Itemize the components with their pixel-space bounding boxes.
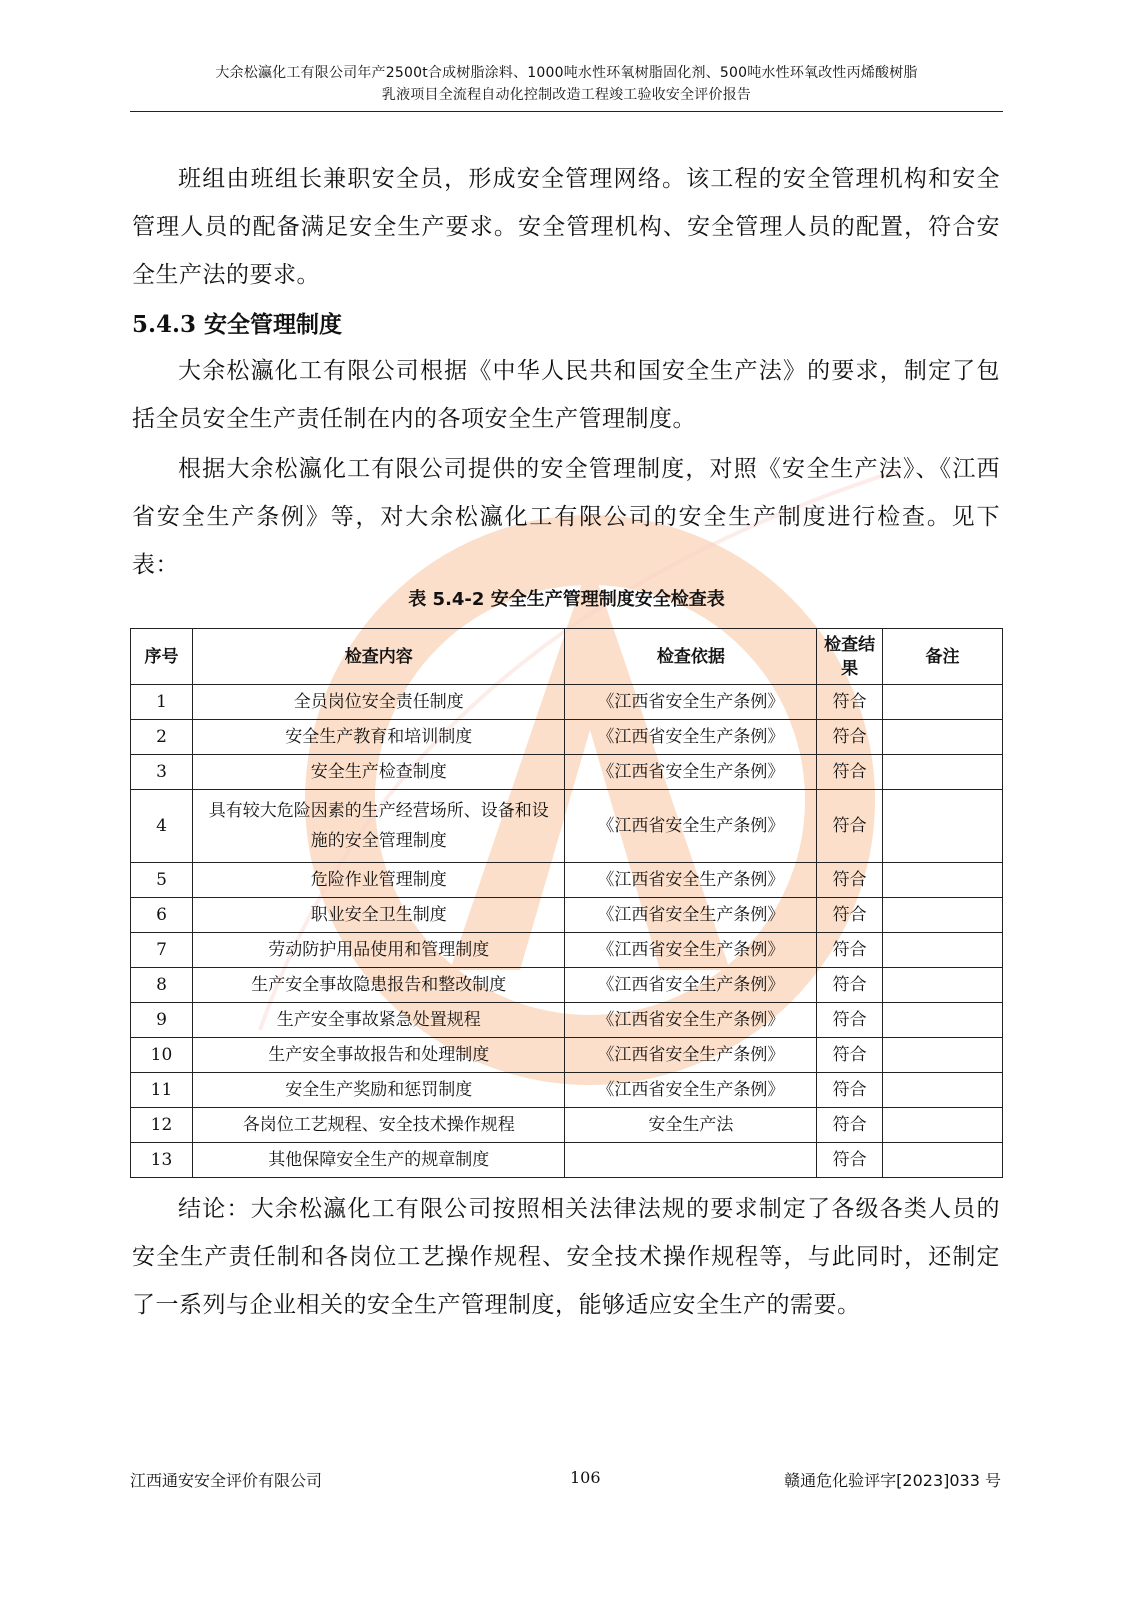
table-row xyxy=(131,933,1003,968)
header-no: 序号 xyxy=(131,629,193,685)
cell-content: 生产安全事故隐患报告和整改制度 xyxy=(192,968,565,1003)
paragraph-3: 根据大余松瀛化工有限公司提供的安全管理制度，对照《安全生产法》、《江西省安全生产条例》等，对大余松瀛化工有限公司的安全生产制度进行检查。见下表： xyxy=(132,456,1000,578)
cell-result: 符合 xyxy=(817,863,883,898)
cell-content: 职业安全卫生制度 xyxy=(192,898,565,933)
cell-note xyxy=(883,720,1003,755)
table-row xyxy=(131,898,1003,933)
cell-content: 具有较大危险因素的生产经营场所、设备和设施的安全管理制度 xyxy=(192,790,565,863)
cell-note xyxy=(883,1143,1003,1178)
cell-content: 生产安全事故报告和处理制度 xyxy=(192,1038,565,1073)
header-line-2: 乳液项目全流程自动化控制改造工程竣工验收安全评价报告 xyxy=(381,87,752,103)
cell-basis: 《江西省安全生产条例》 xyxy=(565,790,817,863)
table-row xyxy=(131,1038,1003,1073)
header-note: 备注 xyxy=(883,629,1003,685)
paragraph-3-container xyxy=(132,445,1000,589)
table-row xyxy=(131,968,1003,1003)
table-row xyxy=(131,863,1003,898)
cell-result: 符合 xyxy=(817,720,883,755)
cell-no: 8 xyxy=(131,968,193,1003)
cell-result: 符合 xyxy=(817,755,883,790)
cell-note xyxy=(883,898,1003,933)
cell-result: 符合 xyxy=(817,933,883,968)
cell-basis: 《江西省安全生产条例》 xyxy=(565,685,817,720)
cell-result: 符合 xyxy=(817,1038,883,1073)
cell-note xyxy=(883,863,1003,898)
cell-content: 其他保障安全生产的规章制度 xyxy=(192,1143,565,1178)
cell-content: 危险作业管理制度 xyxy=(192,863,565,898)
cell-no: 7 xyxy=(131,933,193,968)
cell-note xyxy=(883,790,1003,863)
cell-content: 安全生产奖励和惩罚制度 xyxy=(192,1073,565,1108)
header-line-1: 大余松瀛化工有限公司年产2500t合成树脂涂料、1000吨水性环氧树脂固化剂、500吨水性环氧改性丙烯酸树脂 xyxy=(215,65,918,81)
cell-result: 符合 xyxy=(817,898,883,933)
cell-content: 劳动防护用品使用和管理制度 xyxy=(192,933,565,968)
cell-note xyxy=(883,968,1003,1003)
header-basis: 检查依据 xyxy=(565,629,817,685)
cell-basis: 《江西省安全生产条例》 xyxy=(565,1073,817,1108)
cell-content: 各岗位工艺规程、安全技术操作规程 xyxy=(192,1108,565,1143)
cell-basis: 《江西省安全生产条例》 xyxy=(565,755,817,790)
cell-basis: 《江西省安全生产条例》 xyxy=(565,968,817,1003)
cell-note xyxy=(883,685,1003,720)
cell-no: 12 xyxy=(131,1108,193,1143)
conclusion-container xyxy=(132,1185,1000,1329)
cell-content: 安全生产检查制度 xyxy=(192,755,565,790)
table-row xyxy=(131,685,1003,720)
cell-note xyxy=(883,1038,1003,1073)
cell-no: 11 xyxy=(131,1073,193,1108)
cell-no: 2 xyxy=(131,720,193,755)
cell-result: 符合 xyxy=(817,685,883,720)
cell-note xyxy=(883,1003,1003,1038)
table-row xyxy=(131,1003,1003,1038)
cell-basis: 《江西省安全生产条例》 xyxy=(565,720,817,755)
cell-result: 符合 xyxy=(817,1073,883,1108)
table-row xyxy=(131,1143,1003,1178)
cell-note xyxy=(883,1108,1003,1143)
cell-basis: 《江西省安全生产条例》 xyxy=(565,863,817,898)
cell-no: 13 xyxy=(131,1143,193,1178)
section-heading: 5.4.3 安全管理制度 xyxy=(132,311,343,338)
footer-company: 江西通安安全评价有限公司 xyxy=(130,1471,323,1490)
page-number: 106 xyxy=(570,1468,601,1487)
cell-no: 9 xyxy=(131,1003,193,1038)
header-divider xyxy=(130,111,1003,112)
cell-no: 5 xyxy=(131,863,193,898)
cell-no: 1 xyxy=(131,685,193,720)
cell-no: 10 xyxy=(131,1038,193,1073)
cell-basis: 《江西省安全生产条例》 xyxy=(565,933,817,968)
page-header xyxy=(130,62,1003,106)
cell-result: 符合 xyxy=(817,790,883,863)
cell-basis xyxy=(565,1143,817,1178)
table-header-row xyxy=(131,629,1003,685)
cell-result: 符合 xyxy=(817,1143,883,1178)
table-title: 表 5.4-2 安全生产管理制度安全检查表 xyxy=(408,589,725,610)
cell-result: 符合 xyxy=(817,1108,883,1143)
cell-note xyxy=(883,1073,1003,1108)
cell-basis: 《江西省安全生产条例》 xyxy=(565,1003,817,1038)
cell-no: 6 xyxy=(131,898,193,933)
table-row xyxy=(131,720,1003,755)
footer-doc-number: 赣通危化验评字[2023]033 号 xyxy=(784,1471,1001,1490)
table-row xyxy=(131,1073,1003,1108)
cell-no: 4 xyxy=(131,790,193,863)
table-row xyxy=(131,755,1003,790)
cell-result: 符合 xyxy=(817,968,883,1003)
cell-note xyxy=(883,755,1003,790)
cell-content: 全员岗位安全责任制度 xyxy=(192,685,565,720)
cell-content: 生产安全事故紧急处置规程 xyxy=(192,1003,565,1038)
conclusion-paragraph: 结论：大余松瀛化工有限公司按照相关法律法规的要求制定了各级各类人员的安全生产责任制和各岗位工艺操作规程、安全技术操作规程等，与此同时，还制定了一系列与企业相关的安全生产管理制度，能够适应安全生产的需要。 xyxy=(132,1196,1000,1318)
cell-content: 安全生产教育和培训制度 xyxy=(192,720,565,755)
paragraph-1: 班组由班组长兼职安全员，形成安全管理网络。该工程的安全管理机构和安全管理人员的配备满足安全生产要求。安全管理机构、安全管理人员的配置，符合安全生产法的要求。 xyxy=(132,166,1000,288)
cell-basis: 《江西省安全生产条例》 xyxy=(565,1038,817,1073)
cell-no: 3 xyxy=(131,755,193,790)
table-row xyxy=(131,1108,1003,1143)
cell-basis: 安全生产法 xyxy=(565,1108,817,1143)
paragraph-2-container xyxy=(132,347,1000,443)
cell-basis: 《江西省安全生产条例》 xyxy=(565,898,817,933)
table-row xyxy=(131,790,1003,863)
cell-result: 符合 xyxy=(817,1003,883,1038)
paragraph-2: 大余松瀛化工有限公司根据《中华人民共和国安全生产法》的要求，制定了包括全员安全生产责任制在内的各项安全生产管理制度。 xyxy=(132,358,1000,432)
safety-check-table xyxy=(130,628,1003,1178)
cell-note xyxy=(883,933,1003,968)
header-content: 检查内容 xyxy=(192,629,565,685)
header-result: 检查结果 xyxy=(817,629,883,685)
paragraph-1-container xyxy=(132,155,1000,299)
